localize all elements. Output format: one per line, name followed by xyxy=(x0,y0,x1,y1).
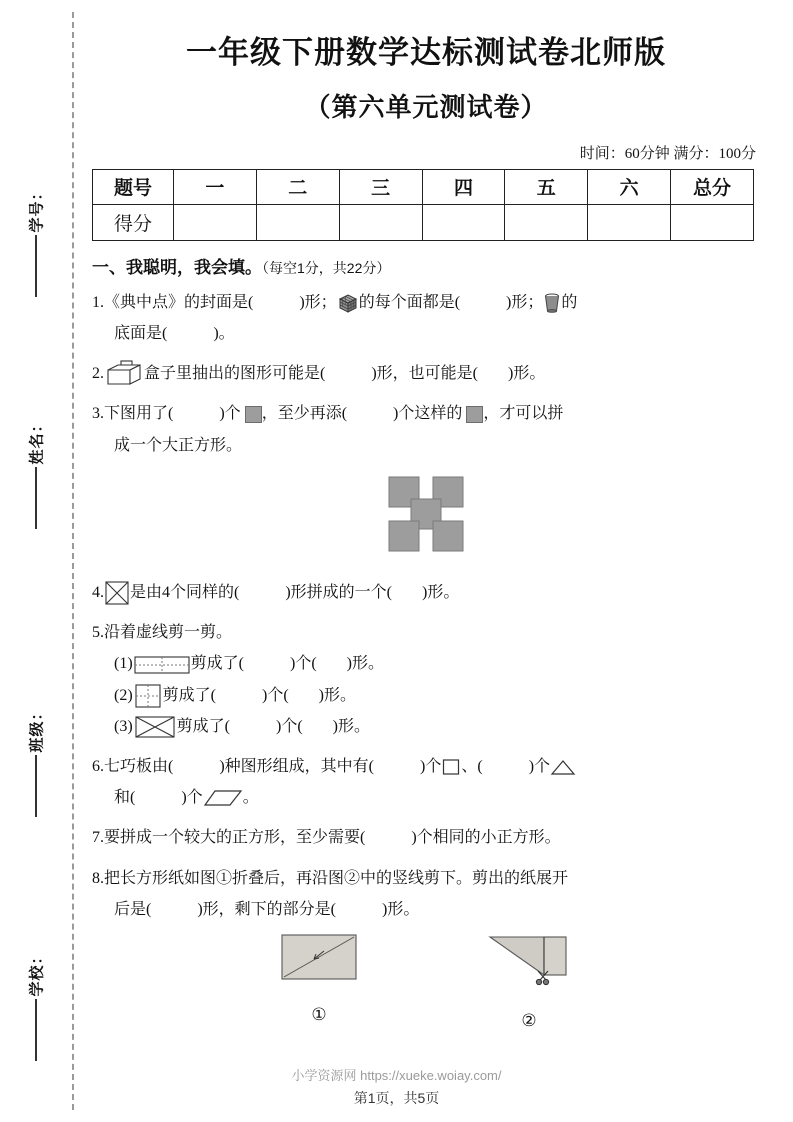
question-5-item-3 xyxy=(92,711,760,742)
question-5-item-1-text-3: )形。 xyxy=(346,655,385,673)
question-8-text-1: 把长方形纸如图①折叠后，再沿图②中的竖线剪下。剪出的纸展开 xyxy=(104,869,569,887)
question-7 xyxy=(92,822,760,853)
question-8-text-4: )形。 xyxy=(382,900,420,918)
margin-field-student-id xyxy=(0,184,72,297)
page-title: 一年级下册数学达标测试卷北师版 xyxy=(186,35,666,70)
answer-blank[interactable] xyxy=(289,687,319,704)
question-5-item-2-label: (2) xyxy=(114,686,133,704)
score-cell-6[interactable] xyxy=(588,204,671,240)
question-2 xyxy=(92,358,760,389)
section-heading xyxy=(92,253,760,278)
answer-blank[interactable] xyxy=(483,758,529,775)
table-row-header xyxy=(93,169,754,204)
question-5-item-3-text-1: 剪成了( xyxy=(176,717,230,735)
question-6-text-7: )个 xyxy=(181,789,203,807)
question-6-line-1 xyxy=(92,751,760,782)
question-5-number: 5. xyxy=(92,624,104,642)
question-6-line-2 xyxy=(92,782,760,813)
question-5-prompt: 沿着虚线剪一剪。 xyxy=(104,624,233,642)
question-1-text-4: )形； xyxy=(506,293,544,311)
answer-blank[interactable] xyxy=(365,829,411,846)
score-cell-5[interactable] xyxy=(505,204,588,240)
square-outline-icon xyxy=(441,757,461,777)
question-8-text-3: )形，剩下的部分是( xyxy=(197,900,337,918)
answer-blank[interactable] xyxy=(239,584,285,601)
question-5 xyxy=(92,617,760,742)
answer-blank[interactable] xyxy=(135,789,181,806)
question-7-number: 7. xyxy=(92,829,104,847)
question-1-text-3: 的每个面都是( xyxy=(358,293,461,311)
question-6 xyxy=(92,751,760,813)
question-5-item-1-text-2: )个( xyxy=(290,655,317,673)
gray-square-icon xyxy=(245,406,262,423)
rect-diagonals-icon xyxy=(133,713,177,741)
score-cell-4[interactable] xyxy=(422,204,505,240)
margin-field-label: 学号： xyxy=(28,184,46,233)
question-2-text-1: 盒子里抽出的图形可能是( xyxy=(144,365,326,383)
question-3-line-1 xyxy=(92,398,760,429)
parallelogram-outline-icon xyxy=(203,787,243,809)
seal-dashed-line xyxy=(72,12,74,1110)
answer-blank[interactable] xyxy=(392,584,422,601)
question-5-item-3-text-3: )形。 xyxy=(332,717,371,735)
question-1-number: 1. xyxy=(92,293,104,311)
section-heading-text: 一、我聪明，我会填。 xyxy=(92,257,262,277)
answer-blank[interactable] xyxy=(347,405,393,422)
question-8-number: 8. xyxy=(92,869,104,887)
question-4-line-1 xyxy=(92,577,760,608)
answer-blank[interactable] xyxy=(325,365,371,382)
answer-blank[interactable] xyxy=(216,687,262,704)
question-5-item-3-label: (3) xyxy=(114,717,133,735)
cube-icon xyxy=(337,292,359,314)
score-cell-3[interactable] xyxy=(339,204,422,240)
question-8-figure-2 xyxy=(486,931,572,1037)
question-4-number: 4. xyxy=(92,584,104,602)
question-5-item-1-text-1: 剪成了( xyxy=(190,655,244,673)
question-8-text-2: 后是( xyxy=(114,900,152,918)
question-4-text-1: 是由4个同样的( xyxy=(130,584,240,602)
question-4-text-2: )形拼成的一个( xyxy=(285,584,393,602)
question-8-line-2 xyxy=(92,894,760,925)
question-7-text-2: )个相同的小正方形。 xyxy=(411,829,561,847)
score-table-col-total: 总分 xyxy=(671,169,754,204)
score-cell-1[interactable] xyxy=(174,204,257,240)
question-8-figures xyxy=(92,931,760,1037)
margin-field-label: 学校： xyxy=(28,948,46,997)
score-cell-total[interactable] xyxy=(671,204,754,240)
watermark-text: 小学资源网 https://xueke.woiay.com/ xyxy=(291,1068,502,1083)
answer-blank[interactable] xyxy=(167,325,213,342)
margin-field-label: 姓名： xyxy=(28,416,46,465)
x-pattern-icon xyxy=(377,467,475,557)
margin-field-rule xyxy=(35,755,37,817)
margin-student-fields xyxy=(0,0,72,1122)
question-4 xyxy=(92,577,760,608)
answer-blank[interactable] xyxy=(317,655,347,672)
folded-rectangle-icon xyxy=(280,931,358,983)
exam-meta: 时间：60分钟 满分：100分 xyxy=(579,145,756,162)
answer-blank[interactable] xyxy=(303,718,333,735)
question-3-number: 3. xyxy=(92,405,104,423)
question-3-text-1: 下图用了( xyxy=(104,405,174,423)
answer-blank[interactable] xyxy=(173,405,219,422)
question-1 xyxy=(92,287,760,349)
table-row-scores xyxy=(93,204,754,240)
answer-blank[interactable] xyxy=(244,655,290,672)
answer-blank[interactable] xyxy=(460,294,506,311)
gray-square-icon xyxy=(466,406,483,423)
score-table-col-1: 一 xyxy=(174,169,257,204)
question-1-line-2 xyxy=(92,318,760,349)
question-5-line-1 xyxy=(92,617,760,648)
triangle-outline-icon xyxy=(550,757,576,777)
question-3-text-5: ，才可以拼 xyxy=(483,405,564,423)
question-2-number: 2. xyxy=(92,365,104,383)
question-2-line-1 xyxy=(92,358,760,389)
score-table-col-2: 二 xyxy=(256,169,339,204)
question-1-text-7: )。 xyxy=(213,324,235,342)
answer-blank[interactable] xyxy=(478,365,508,382)
margin-field-class xyxy=(0,704,72,817)
page-subtitle: （第六单元测试卷） xyxy=(304,91,548,122)
question-5-item-2-text-3: )形。 xyxy=(318,686,357,704)
score-table-col-6: 六 xyxy=(588,169,671,204)
question-8-figure-1-caption: ① xyxy=(311,1005,327,1025)
question-3-text-3: ，至少再添( xyxy=(261,405,348,423)
page-footer xyxy=(0,1065,793,1108)
question-1-text-5: 的 xyxy=(561,293,578,311)
question-6-text-6: 和( xyxy=(114,789,136,807)
question-6-text-1: 七巧板由( xyxy=(104,757,174,775)
box-icon xyxy=(104,359,144,389)
question-3-text-4: )个这样的 xyxy=(393,405,463,423)
question-5-item-2-text-2: )个( xyxy=(262,686,289,704)
score-table xyxy=(92,169,754,241)
exam-content xyxy=(92,0,760,1037)
question-2-text-3: )形。 xyxy=(508,365,546,383)
question-5-item-1-label: (1) xyxy=(114,655,133,673)
question-1-text-2: )形； xyxy=(299,293,337,311)
cup-icon xyxy=(543,292,561,314)
section-points: （每空1分，共22分） xyxy=(262,259,391,276)
folded-triangle-scissors-icon xyxy=(486,931,572,989)
question-6-text-5: )个 xyxy=(528,757,551,775)
margin-field-school xyxy=(0,948,72,1061)
answer-blank[interactable] xyxy=(173,758,219,775)
score-cell-2[interactable] xyxy=(256,204,339,240)
page-number: 第1页，共5页 xyxy=(353,1090,440,1106)
question-1-text-6: 底面是( xyxy=(114,324,168,342)
margin-field-rule xyxy=(35,999,37,1061)
question-2-text-2: )形，也可能是( xyxy=(371,365,479,383)
question-6-text-8: 。 xyxy=(242,789,259,807)
question-6-text-3: )个 xyxy=(420,757,442,775)
five-gray-squares-x-pattern-figure xyxy=(92,467,760,568)
rect-dashed-cross-icon xyxy=(133,652,191,678)
question-8-figure-2-caption: ② xyxy=(521,1011,537,1031)
question-3 xyxy=(92,398,760,568)
question-5-item-1 xyxy=(92,648,760,679)
question-3-line-2: 成一个大正方形。 xyxy=(114,436,243,454)
question-4-text-3: )形。 xyxy=(422,584,460,602)
answer-blank[interactable] xyxy=(253,294,299,311)
square-with-diagonals-icon xyxy=(104,580,130,606)
score-table-row-label: 得分 xyxy=(93,204,174,240)
answer-blank[interactable] xyxy=(230,718,276,735)
margin-field-rule xyxy=(35,235,37,297)
question-5-item-3-text-2: )个( xyxy=(276,717,303,735)
question-6-text-4: 、( xyxy=(461,757,483,775)
question-8-line-1 xyxy=(92,863,760,894)
question-5-item-2 xyxy=(92,680,760,711)
question-1-line-1 xyxy=(92,287,760,318)
score-table-col-3: 三 xyxy=(339,169,422,204)
question-8-figure-1 xyxy=(280,931,358,1037)
margin-field-label: 班级： xyxy=(28,704,46,753)
score-table-row-label: 题号 xyxy=(93,169,174,204)
question-7-text-1: 要拼成一个较大的正方形，至少需要( xyxy=(104,829,366,847)
score-table-col-4: 四 xyxy=(422,169,505,204)
question-1-text-1: 《典中点》的封面是( xyxy=(104,293,254,311)
answer-blank[interactable] xyxy=(374,758,420,775)
answer-blank[interactable] xyxy=(336,901,382,918)
question-3-text-2: )个 xyxy=(219,405,241,423)
question-6-text-2: )种图形组成，其中有( xyxy=(219,757,375,775)
answer-blank[interactable] xyxy=(151,901,197,918)
question-6-number: 6. xyxy=(92,757,104,775)
question-7-line-1 xyxy=(92,822,760,853)
score-table-col-5: 五 xyxy=(505,169,588,204)
square-dashed-cross-icon xyxy=(133,682,163,710)
margin-field-name xyxy=(0,416,72,529)
margin-field-rule xyxy=(35,467,37,529)
question-8 xyxy=(92,863,760,1038)
question-5-item-2-text-1: 剪成了( xyxy=(162,686,216,704)
